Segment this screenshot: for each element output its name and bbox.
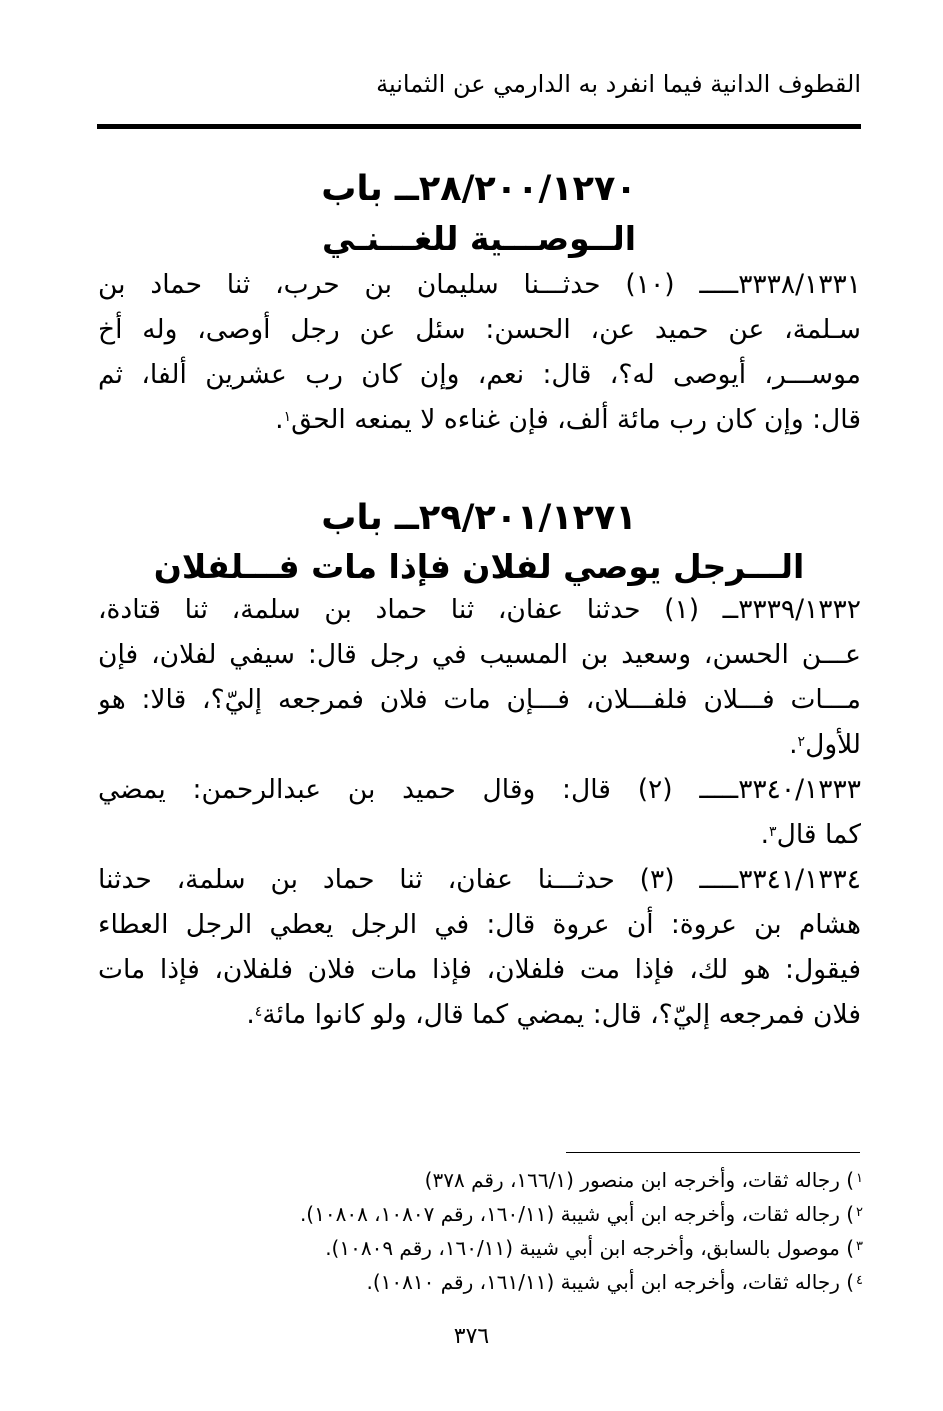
text-line: فلان فمرجعه إليّ؟، قال: يمضي كما قال، ولو كانوا مائة$^٤$. bbox=[246, 999, 861, 1030]
text-line: قال: وإن كان رب مائة ألف، فإن غناءه لا يمنعه الحق$^١$. bbox=[275, 404, 861, 435]
hadith-paragraph bbox=[98, 767, 861, 857]
running-head: القطوف الدانية فيما انفرد به الدارمي عن الثمانية bbox=[376, 70, 861, 98]
text-line: عـــن الحسن، وسعيد بن المسيب في رجل قال: سيفي لفلان، فإن bbox=[98, 639, 861, 670]
chapter-number-heading: ٢٩/٢٠١/١٢٧١ــ باب bbox=[321, 498, 637, 538]
footnote-mark: ٢ bbox=[856, 1205, 863, 1220]
text-line: فيقول: هو لك، فإذا مت فلفلان، فإذا مات فلان فلفلان، فإذا مات bbox=[98, 954, 861, 985]
chapter-title-heading: الـــرجل يوصي لفلان فإذا مات فـــلفلان bbox=[153, 547, 805, 586]
footnote-ref: ٣ bbox=[769, 824, 777, 840]
footnote-item: $^١$) رجاله ثقات، وأخرجه ابن منصور (١٦٦/١، رقم ٣٧٨) bbox=[424, 1168, 863, 1192]
footnote-mark: ١ bbox=[856, 1171, 863, 1186]
footnotes bbox=[163, 1163, 863, 1299]
footnote-item: $^٢$) رجاله ثقات، وأخرجه ابن أبي شيبة (١٦٠/١١، رقم ١٠٨٠٧، ١٠٨٠٨). bbox=[299, 1202, 863, 1226]
hadith-paragraph bbox=[98, 262, 861, 442]
footnote-mark: ٤ bbox=[856, 1273, 863, 1288]
text-line: ٣٣٣٨/١٣٣١ـــــ (١٠) حدثـــنا سليمان بن حرب، ثنا حماد بن bbox=[98, 269, 861, 300]
text-line: ٣٣٤٠/١٣٣٣ـــــ (٢) قال: وقال حميد بن عبدالرحمن: يمضي bbox=[98, 774, 861, 805]
footnote-ref: ٤ bbox=[254, 1004, 263, 1020]
footnote-item: $^٣$) موصول بالسابق، وأخرجه ابن أبي شيبة (١٦٠/١١، رقم ١٠٨٠٩). bbox=[325, 1236, 863, 1260]
page-number: ٣٧٦ bbox=[453, 1324, 490, 1349]
text-line: موســـر، أيوصى له؟، قال: نعم، وإن كان رب عشرين ألفا، ثم bbox=[98, 359, 861, 390]
hadith-paragraph bbox=[98, 857, 861, 1037]
text-line: سـلمة، عن حميد عن، الحسن: سئل عن رجل أوصى، وله أخ bbox=[98, 314, 861, 345]
footnote-mark: ٣ bbox=[856, 1239, 863, 1254]
footnote-ref: ١ bbox=[283, 409, 292, 425]
text-line: للأول$^٢$. bbox=[789, 729, 861, 760]
text-line: مـــات فـــلان فلفـــلان، فـــإن مات فلان فمرجعه إليّ؟، قالا: هو bbox=[98, 684, 861, 715]
footnote-item: $^٤$) رجاله ثقات، وأخرجه ابن أبي شيبة (١٦١/١١، رقم ١٠٨١٠). bbox=[366, 1270, 863, 1294]
footnote-ref: ٢ bbox=[797, 734, 806, 750]
text-line: هشام بن عروة: أن عروة قال: في الرجل يعطي الرجل العطاء bbox=[98, 909, 861, 940]
header-rule bbox=[97, 124, 861, 129]
text-line: كما قال$^٣$. bbox=[760, 819, 861, 850]
hadith-paragraph bbox=[98, 587, 861, 767]
chapter-title-heading: الــوصـــية للغـــنـي bbox=[321, 219, 637, 258]
text-line: ٣٣٤١/١٣٣٤ـــــ (٣) حدثـــنا عفان، ثنا حماد بن سلمة، حدثنا bbox=[98, 864, 861, 895]
footnote-separator bbox=[566, 1152, 860, 1153]
chapter-number-heading: ٢٨/٢٠٠/١٢٧٠ــ باب bbox=[321, 169, 637, 209]
text-line: ٣٣٣٩/١٣٣٢ــ (١) حدثنا عفان، ثنا حماد بن سلمة، ثنا قتادة، bbox=[98, 594, 861, 625]
